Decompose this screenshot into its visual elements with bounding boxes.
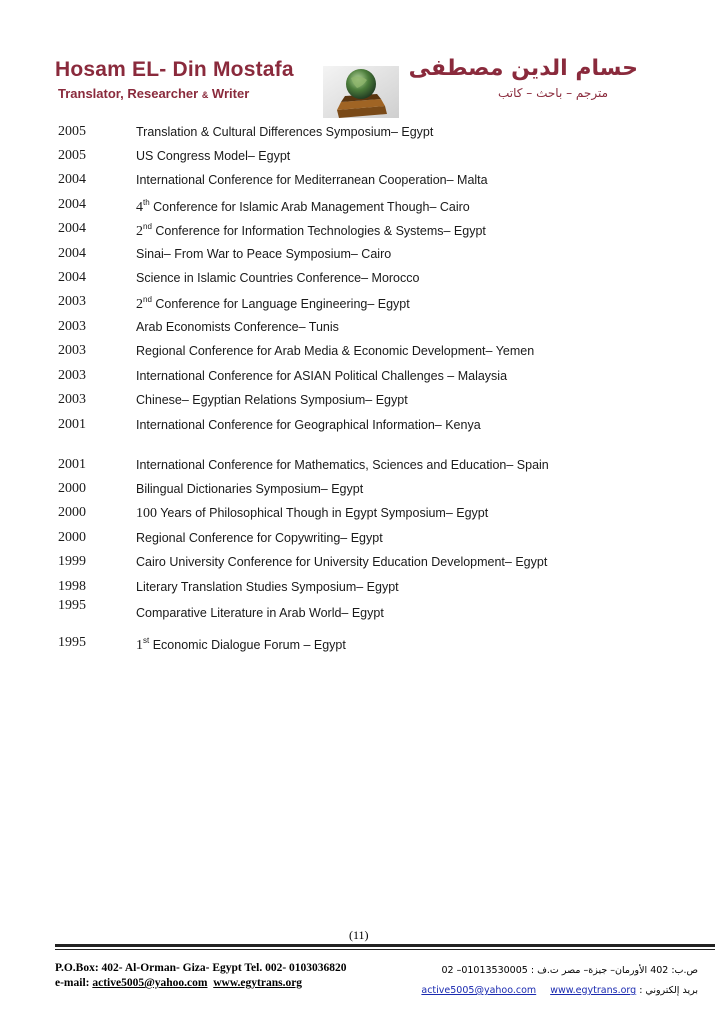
event-row xyxy=(58,554,698,576)
event-year: 2000 xyxy=(58,530,86,545)
event-row xyxy=(58,294,698,316)
event-title: Sinai– From War to Peace Symposium– Cairo xyxy=(136,247,392,261)
roles-ampersand: & xyxy=(201,90,209,100)
event-year: 2004 xyxy=(58,172,86,187)
event-title: US Congress Model– Egypt xyxy=(136,149,291,163)
event-year: 2001 xyxy=(58,417,86,432)
event-row xyxy=(58,124,698,146)
website-link-ar[interactable]: www.egytrans.org xyxy=(550,985,637,996)
event-row xyxy=(58,246,698,268)
event-title: Cairo University Conference for University Education Development– Egypt xyxy=(136,555,548,569)
event-title-text: Economic Dialogue Forum – Egypt xyxy=(149,638,346,652)
event-year: 2003 xyxy=(58,392,86,407)
event-year: 2000 xyxy=(58,505,86,520)
event-row xyxy=(58,343,698,365)
event-row xyxy=(58,481,698,503)
email-link-ar[interactable]: active5005@yahoo.com xyxy=(421,985,537,996)
event-year: 2001 xyxy=(58,457,86,472)
footer-address-ar: ص.ب: 402 الأورمان– جيزة– مصر ت.ف : 01013530005– 02 xyxy=(441,965,698,976)
ordinal-suffix: th xyxy=(143,198,150,207)
event-year: 2004 xyxy=(58,221,86,236)
ordinal-number: 2 xyxy=(136,224,143,239)
event-title xyxy=(136,198,470,216)
event-year: 2003 xyxy=(58,343,86,358)
author-roles-ar: مترجم – باحث – كاتب xyxy=(497,86,608,100)
event-year: 2004 xyxy=(58,197,86,212)
event-year: 2005 xyxy=(58,148,86,163)
event-row xyxy=(58,148,698,170)
event-row xyxy=(58,172,698,194)
event-title xyxy=(136,222,486,240)
event-year: 2004 xyxy=(58,246,86,261)
event-title: Translation & Cultural Differences Symposium– Egypt xyxy=(136,125,434,139)
website-link[interactable]: www.egytrans.org xyxy=(213,977,303,989)
event-row xyxy=(58,635,698,657)
email-link[interactable]: active5005@yahoo.com xyxy=(92,977,208,989)
ordinal-number: 100 xyxy=(136,506,157,521)
event-row xyxy=(58,457,698,479)
email-label-ar: بريد إلكتروني : xyxy=(636,985,698,996)
author-name-ar: حسام الدين مصطفى xyxy=(408,56,638,81)
ordinal-number: 4 xyxy=(136,200,143,215)
event-row xyxy=(58,319,698,341)
ordinal-suffix: nd xyxy=(143,222,152,231)
event-row xyxy=(58,417,698,439)
event-title: Chinese– Egyptian Relations Symposium– Egypt xyxy=(136,393,408,407)
event-title: Regional Conference for Arab Media & Economic Development– Yemen xyxy=(136,344,535,358)
event-title xyxy=(136,506,488,522)
footer-contact-ar xyxy=(421,985,698,996)
event-title-text: Years of Philosophical Though in Egypt Symposium– Egypt xyxy=(157,506,489,520)
author-name-en: Hosam EL- Din Mostafa xyxy=(55,58,294,81)
globe-books-logo xyxy=(323,66,399,118)
ordinal-number: 1 xyxy=(136,638,143,653)
event-row xyxy=(58,270,698,292)
event-row xyxy=(58,598,698,620)
event-year: 2005 xyxy=(58,124,86,139)
author-roles-en xyxy=(58,86,249,101)
event-title: International Conference for Mediterranean Cooperation– Malta xyxy=(136,173,488,187)
event-row xyxy=(58,392,698,414)
footer-rule-thick xyxy=(55,944,715,947)
event-title: Literary Translation Studies Symposium– Egypt xyxy=(136,580,399,594)
event-title: Science in Islamic Countries Conference– Morocco xyxy=(136,271,420,285)
ordinal-suffix: nd xyxy=(143,295,152,304)
footer-rule-thin xyxy=(55,949,715,950)
event-year: 2004 xyxy=(58,270,86,285)
event-title: Bilingual Dictionaries Symposium– Egypt xyxy=(136,482,364,496)
event-year: 2003 xyxy=(58,319,86,334)
event-title: Regional Conference for Copywriting– Egypt xyxy=(136,531,383,545)
event-title-text: Conference for Islamic Arab Management Though– Cairo xyxy=(149,200,470,214)
ordinal-number: 2 xyxy=(136,297,143,312)
event-year: 2000 xyxy=(58,481,86,496)
roles-part-b: Writer xyxy=(208,86,250,101)
event-year: 2003 xyxy=(58,294,86,309)
footer-contact-en xyxy=(55,977,302,989)
ordinal-suffix: st xyxy=(143,636,150,645)
event-title: International Conference for Mathematics, Sciences and Education– Spain xyxy=(136,458,549,472)
event-title: Comparative Literature in Arab World– Egypt xyxy=(136,606,384,620)
event-year: 1995 xyxy=(58,598,86,613)
event-title xyxy=(136,636,346,654)
event-title: International Conference for Geographical Information– Kenya xyxy=(136,418,481,432)
roles-part-a: Translator, Researcher xyxy=(58,86,202,101)
event-year: 2003 xyxy=(58,368,86,383)
event-row xyxy=(58,197,698,219)
page-number: (11) xyxy=(349,928,369,942)
event-title xyxy=(136,295,410,313)
email-label: e-mail: xyxy=(55,977,93,989)
event-row xyxy=(58,368,698,390)
event-year: 1999 xyxy=(58,554,86,569)
event-year: 1995 xyxy=(58,635,86,650)
event-title: International Conference for ASIAN Political Challenges – Malaysia xyxy=(136,369,508,383)
event-title: Arab Economists Conference– Tunis xyxy=(136,320,339,334)
event-row xyxy=(58,530,698,552)
event-year: 1998 xyxy=(58,579,86,594)
footer-address-en: P.O.Box: 402- Al-Orman- Giza- Egypt Tel. 002- 0103036820 xyxy=(55,962,347,974)
event-title-text: Conference for Language Engineering– Egypt xyxy=(151,297,410,311)
event-row xyxy=(58,505,698,527)
event-row xyxy=(58,221,698,243)
event-title-text: Conference for Information Technologies & Systems– Egypt xyxy=(151,224,486,238)
